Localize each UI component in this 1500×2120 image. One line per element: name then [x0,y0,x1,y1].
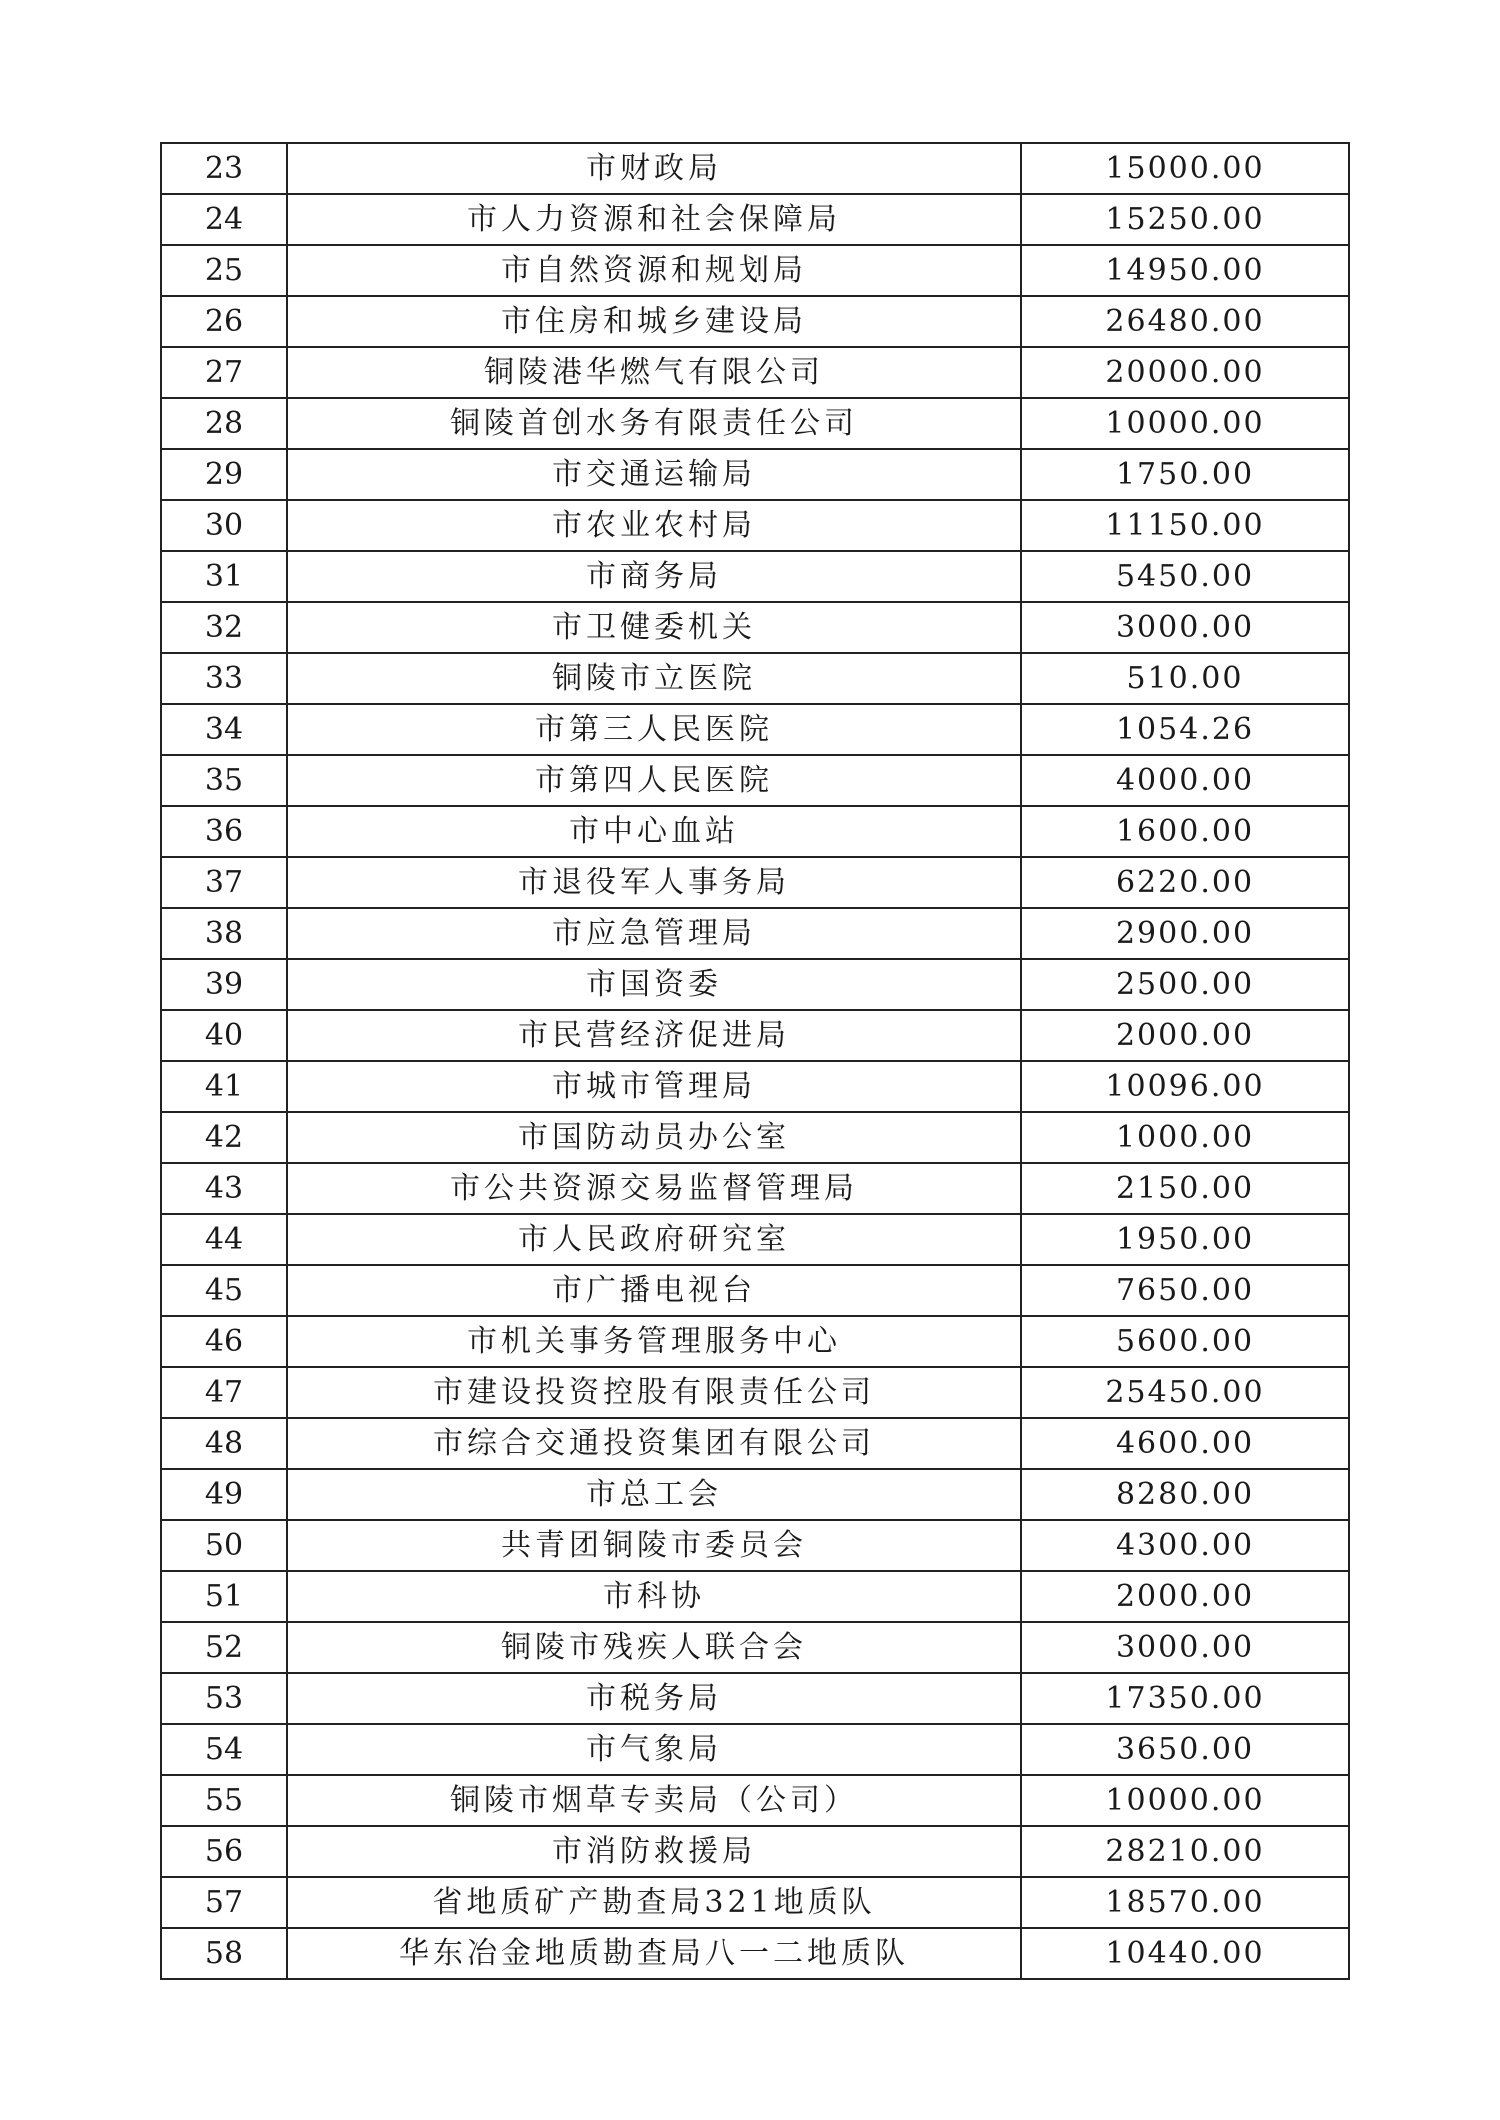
unit-name-cell: 省地质矿产勘查局321地质队 [287,1877,1021,1928]
table-body [161,143,1349,1979]
amount-cell: 20000.00 [1021,347,1349,398]
row-number-cell: 41 [161,1061,287,1112]
amount-cell: 2900.00 [1021,908,1349,959]
table-row [161,1622,1349,1673]
amount-cell: 1600.00 [1021,806,1349,857]
row-number-cell: 30 [161,500,287,551]
unit-name-cell: 市卫健委机关 [287,602,1021,653]
row-number-cell: 50 [161,1520,287,1571]
unit-name-cell: 市国防动员办公室 [287,1112,1021,1163]
amount-cell: 2150.00 [1021,1163,1349,1214]
table-row [161,1163,1349,1214]
table-row [161,704,1349,755]
unit-name-cell: 市财政局 [287,143,1021,194]
unit-name-cell: 铜陵市立医院 [287,653,1021,704]
amount-cell: 510.00 [1021,653,1349,704]
table-row [161,1316,1349,1367]
amount-cell: 1000.00 [1021,1112,1349,1163]
amount-cell: 2000.00 [1021,1571,1349,1622]
amount-cell: 3000.00 [1021,602,1349,653]
amount-cell: 1750.00 [1021,449,1349,500]
unit-name-cell: 市总工会 [287,1469,1021,1520]
amount-cell: 3650.00 [1021,1724,1349,1775]
row-number-cell: 45 [161,1265,287,1316]
amount-cell: 17350.00 [1021,1673,1349,1724]
table-row [161,1061,1349,1112]
table-row [161,143,1349,194]
amount-cell: 10440.00 [1021,1928,1349,1979]
unit-name-cell: 市国资委 [287,959,1021,1010]
table-row [161,296,1349,347]
table-row [161,1010,1349,1061]
row-number-cell: 54 [161,1724,287,1775]
row-number-cell: 35 [161,755,287,806]
row-number-cell: 44 [161,1214,287,1265]
table-row [161,653,1349,704]
row-number-cell: 25 [161,245,287,296]
row-number-cell: 23 [161,143,287,194]
unit-name-cell: 市第四人民医院 [287,755,1021,806]
amount-cell: 4300.00 [1021,1520,1349,1571]
unit-name-cell: 市消防救援局 [287,1826,1021,1877]
amount-cell: 5450.00 [1021,551,1349,602]
unit-name-cell: 市公共资源交易监督管理局 [287,1163,1021,1214]
amount-cell: 5600.00 [1021,1316,1349,1367]
unit-name-cell: 铜陵首创水务有限责任公司 [287,398,1021,449]
table-row [161,347,1349,398]
row-number-cell: 38 [161,908,287,959]
amount-cell: 10096.00 [1021,1061,1349,1112]
table-row [161,806,1349,857]
table-row [161,194,1349,245]
unit-name-cell: 市自然资源和规划局 [287,245,1021,296]
unit-name-cell: 市交通运输局 [287,449,1021,500]
unit-name-cell: 市中心血站 [287,806,1021,857]
table-row [161,1673,1349,1724]
unit-name-cell: 市建设投资控股有限责任公司 [287,1367,1021,1418]
table-row [161,602,1349,653]
table-row [161,1469,1349,1520]
row-number-cell: 29 [161,449,287,500]
row-number-cell: 49 [161,1469,287,1520]
table-row [161,1724,1349,1775]
amount-cell: 2000.00 [1021,1010,1349,1061]
unit-name-cell: 市税务局 [287,1673,1021,1724]
amount-cell: 10000.00 [1021,398,1349,449]
row-number-cell: 48 [161,1418,287,1469]
amount-cell: 3000.00 [1021,1622,1349,1673]
table-row [161,398,1349,449]
row-number-cell: 56 [161,1826,287,1877]
row-number-cell: 55 [161,1775,287,1826]
table-row [161,1418,1349,1469]
row-number-cell: 32 [161,602,287,653]
unit-name-cell: 市城市管理局 [287,1061,1021,1112]
amount-cell: 7650.00 [1021,1265,1349,1316]
unit-name-cell: 铜陵市残疾人联合会 [287,1622,1021,1673]
unit-name-cell: 市退役军人事务局 [287,857,1021,908]
unit-name-cell: 铜陵市烟草专卖局（公司） [287,1775,1021,1826]
amount-cell: 4600.00 [1021,1418,1349,1469]
table-row [161,1571,1349,1622]
row-number-cell: 26 [161,296,287,347]
unit-name-cell: 市住房和城乡建设局 [287,296,1021,347]
row-number-cell: 40 [161,1010,287,1061]
amount-cell: 15250.00 [1021,194,1349,245]
allocation-table [160,142,1350,1980]
unit-name-cell: 铜陵港华燃气有限公司 [287,347,1021,398]
table-row [161,1112,1349,1163]
unit-name-cell: 市商务局 [287,551,1021,602]
unit-name-cell: 市人民政府研究室 [287,1214,1021,1265]
table-row [161,449,1349,500]
amount-cell: 28210.00 [1021,1826,1349,1877]
amount-cell: 25450.00 [1021,1367,1349,1418]
amount-cell: 1054.26 [1021,704,1349,755]
row-number-cell: 31 [161,551,287,602]
unit-name-cell: 市应急管理局 [287,908,1021,959]
row-number-cell: 58 [161,1928,287,1979]
amount-cell: 10000.00 [1021,1775,1349,1826]
table-row [161,1214,1349,1265]
amount-cell: 11150.00 [1021,500,1349,551]
row-number-cell: 34 [161,704,287,755]
row-number-cell: 33 [161,653,287,704]
amount-cell: 1950.00 [1021,1214,1349,1265]
table-row [161,551,1349,602]
unit-name-cell: 华东冶金地质勘查局八一二地质队 [287,1928,1021,1979]
table-row [161,1775,1349,1826]
table-row [161,755,1349,806]
unit-name-cell: 市气象局 [287,1724,1021,1775]
unit-name-cell: 共青团铜陵市委员会 [287,1520,1021,1571]
amount-cell: 8280.00 [1021,1469,1349,1520]
table-row [161,959,1349,1010]
row-number-cell: 42 [161,1112,287,1163]
table-row [161,857,1349,908]
row-number-cell: 57 [161,1877,287,1928]
unit-name-cell: 市科协 [287,1571,1021,1622]
amount-cell: 26480.00 [1021,296,1349,347]
unit-name-cell: 市人力资源和社会保障局 [287,194,1021,245]
row-number-cell: 24 [161,194,287,245]
row-number-cell: 39 [161,959,287,1010]
row-number-cell: 28 [161,398,287,449]
amount-cell: 15000.00 [1021,143,1349,194]
row-number-cell: 47 [161,1367,287,1418]
unit-name-cell: 市民营经济促进局 [287,1010,1021,1061]
table-row [161,500,1349,551]
row-number-cell: 36 [161,806,287,857]
amount-cell: 6220.00 [1021,857,1349,908]
table-row [161,1826,1349,1877]
row-number-cell: 52 [161,1622,287,1673]
row-number-cell: 53 [161,1673,287,1724]
amount-cell: 4000.00 [1021,755,1349,806]
table-row [161,1928,1349,1979]
row-number-cell: 51 [161,1571,287,1622]
amount-cell: 14950.00 [1021,245,1349,296]
row-number-cell: 43 [161,1163,287,1214]
unit-name-cell: 市第三人民医院 [287,704,1021,755]
table-row [161,908,1349,959]
row-number-cell: 37 [161,857,287,908]
table-row [161,1265,1349,1316]
table-row [161,1520,1349,1571]
row-number-cell: 27 [161,347,287,398]
table-row [161,1877,1349,1928]
unit-name-cell: 市广播电视台 [287,1265,1021,1316]
table-row [161,1367,1349,1418]
unit-name-cell: 市机关事务管理服务中心 [287,1316,1021,1367]
unit-name-cell: 市综合交通投资集团有限公司 [287,1418,1021,1469]
amount-cell: 18570.00 [1021,1877,1349,1928]
table-row [161,245,1349,296]
amount-cell: 2500.00 [1021,959,1349,1010]
row-number-cell: 46 [161,1316,287,1367]
unit-name-cell: 市农业农村局 [287,500,1021,551]
